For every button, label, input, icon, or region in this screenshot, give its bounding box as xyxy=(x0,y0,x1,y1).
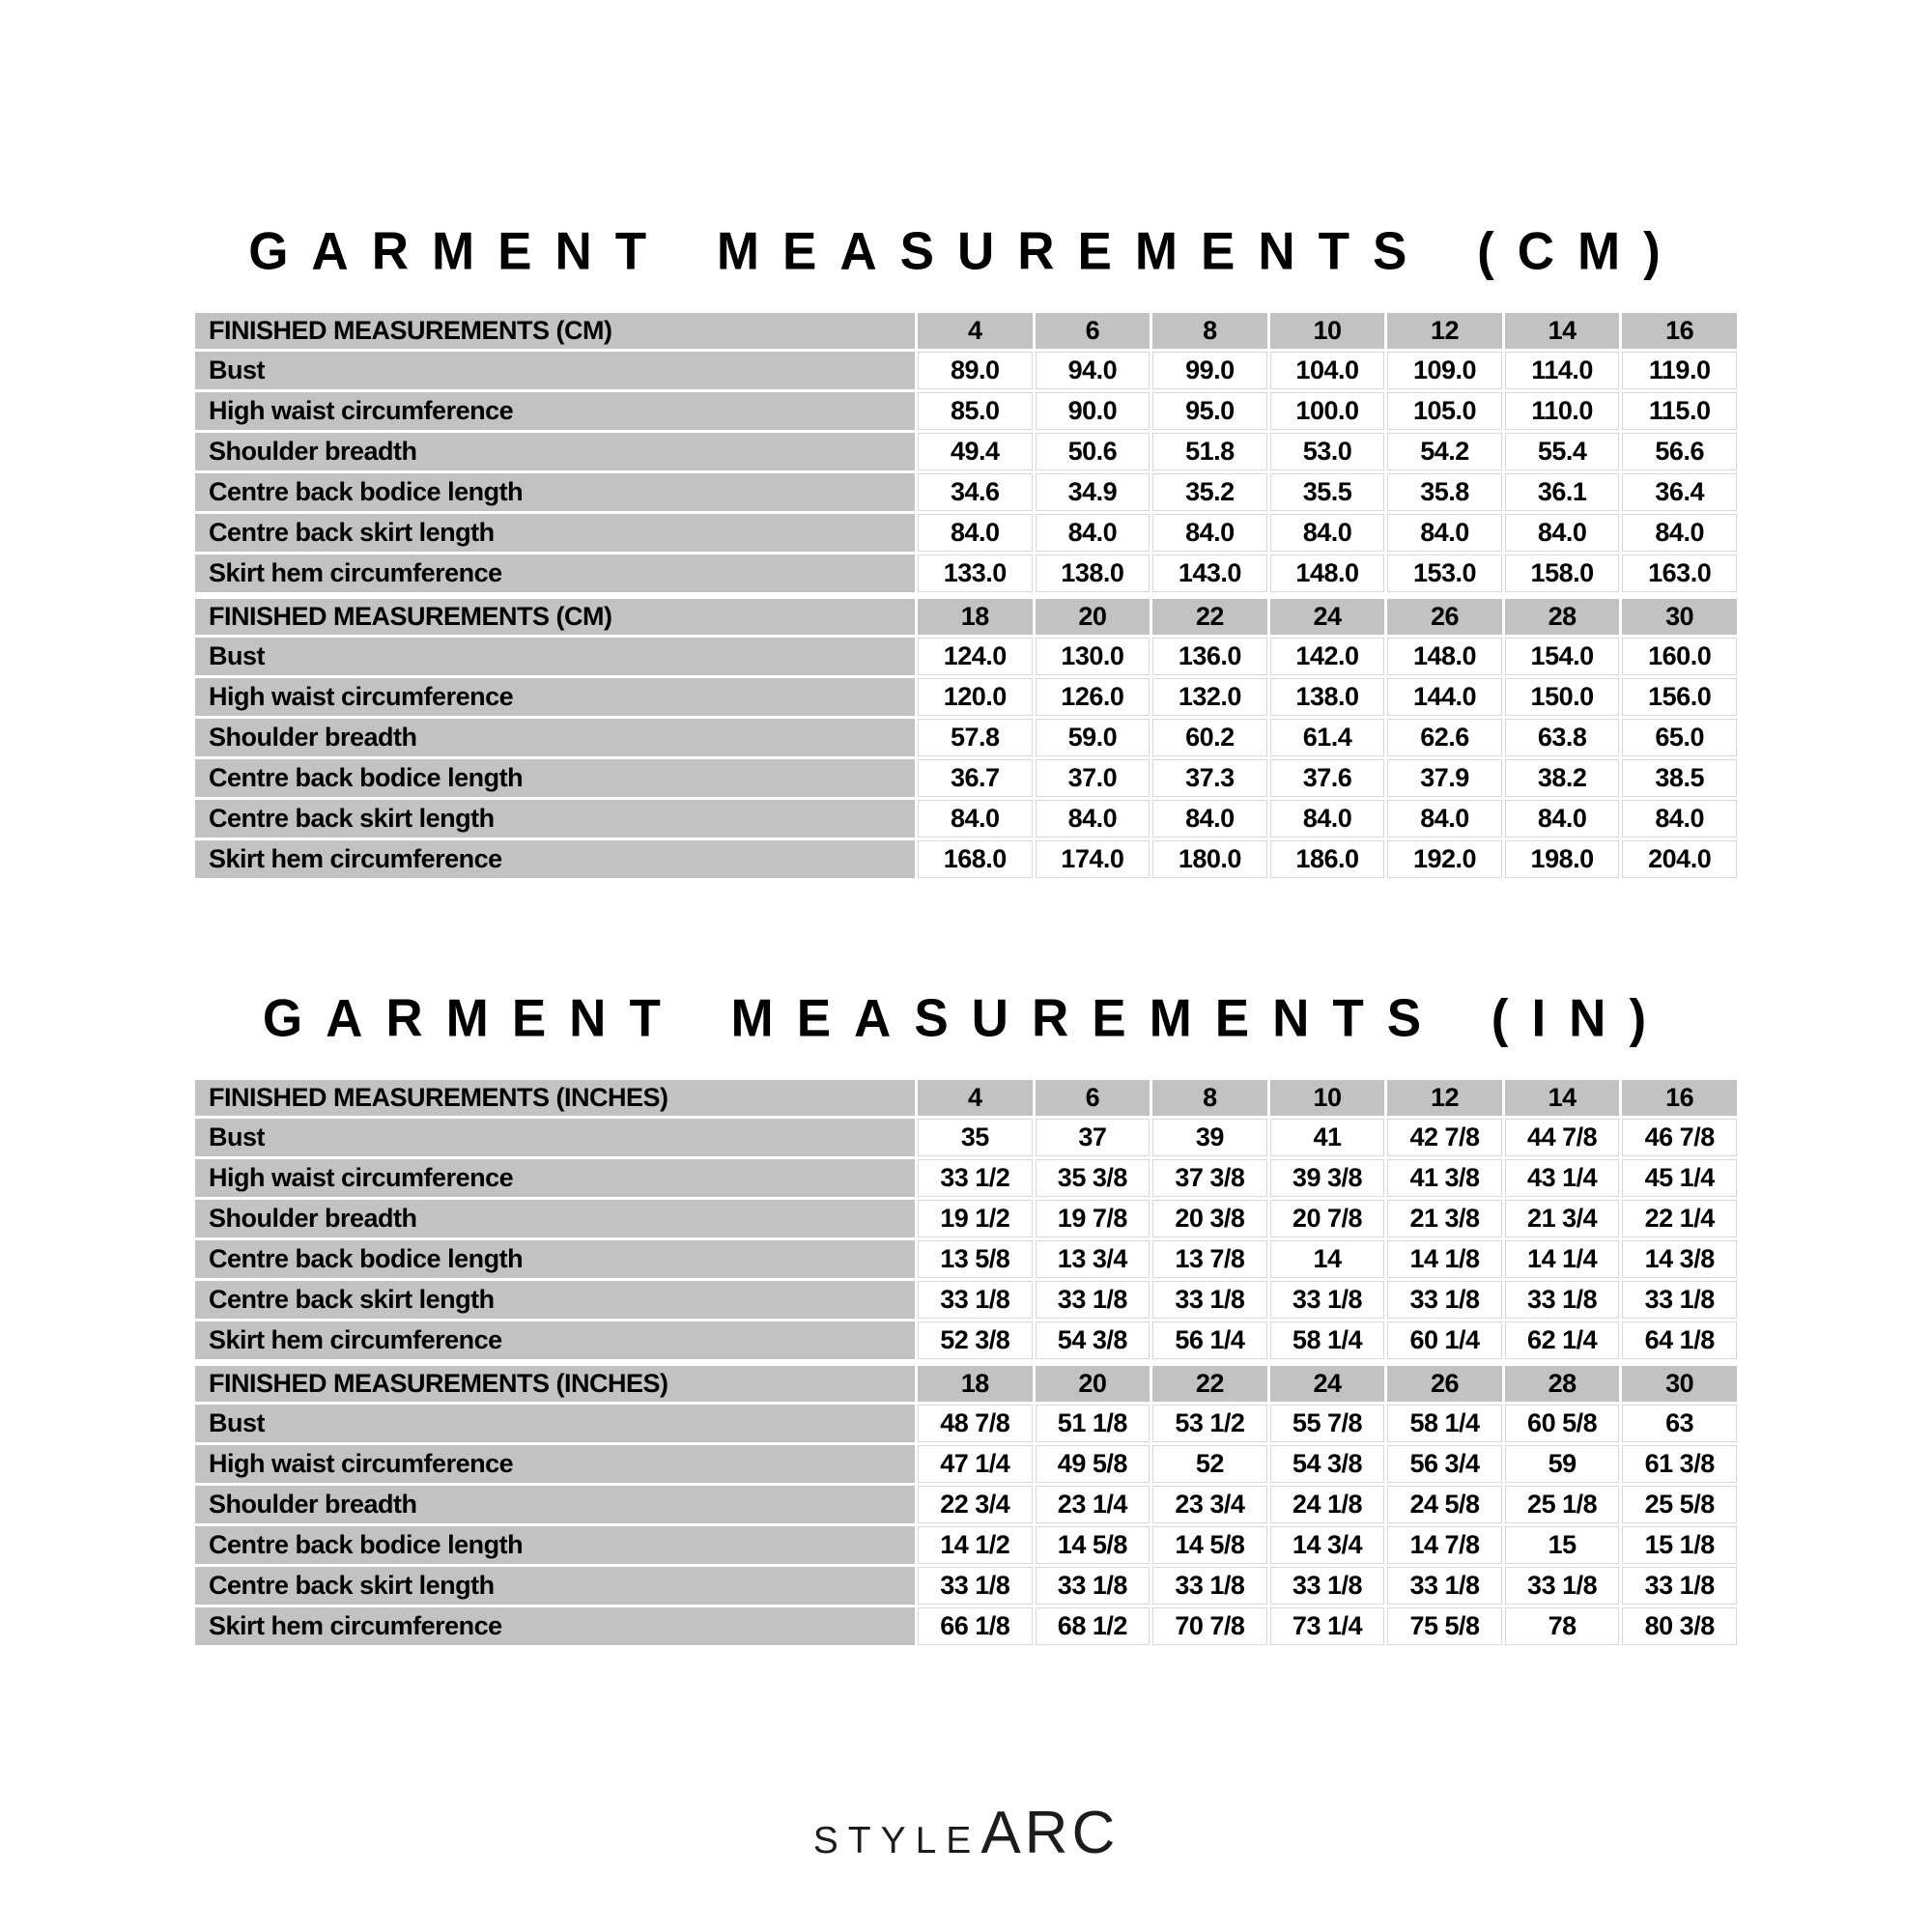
size-column-header: 24 xyxy=(1270,599,1385,635)
measurement-value-cell: 84.0 xyxy=(1387,800,1502,838)
measurement-value-cell: 84.0 xyxy=(1270,800,1385,838)
measurement-value-cell: 99.0 xyxy=(1152,352,1267,389)
measurement-table xyxy=(192,1363,1740,1648)
measurement-value-cell: 39 3/8 xyxy=(1270,1159,1385,1197)
table-row xyxy=(195,514,1737,552)
measurement-label: Skirt hem circumference xyxy=(195,1607,915,1645)
measurement-value-cell: 46 7/8 xyxy=(1622,1119,1737,1156)
measurement-value-cell: 33 1/8 xyxy=(1270,1567,1385,1605)
measurement-value-cell: 14 3/8 xyxy=(1622,1240,1737,1278)
table-row xyxy=(195,433,1737,470)
cm-tables-container xyxy=(192,310,1740,881)
table-row xyxy=(195,1526,1737,1564)
size-column-header: 18 xyxy=(918,1366,1033,1402)
measurement-value-cell: 84.0 xyxy=(1505,800,1620,838)
measurement-value-cell: 78 xyxy=(1505,1607,1620,1645)
size-column-header: 30 xyxy=(1622,599,1737,635)
measurement-value-cell: 35 3/8 xyxy=(1036,1159,1151,1197)
measurement-label: Skirt hem circumference xyxy=(195,554,915,592)
size-column-header: 8 xyxy=(1152,1080,1267,1116)
measurement-value-cell: 22 1/4 xyxy=(1622,1200,1737,1237)
table-row xyxy=(195,1321,1737,1359)
measurement-label: Skirt hem circumference xyxy=(195,840,915,878)
measurement-value-cell: 37.3 xyxy=(1152,759,1267,797)
measurement-value-cell: 33 1/8 xyxy=(1505,1567,1620,1605)
measurement-value-cell: 136.0 xyxy=(1152,638,1267,675)
measurement-value-cell: 14 1/2 xyxy=(918,1526,1033,1564)
measurement-value-cell: 55.4 xyxy=(1505,433,1620,470)
measurement-value-cell: 204.0 xyxy=(1622,840,1737,878)
measurement-value-cell: 163.0 xyxy=(1622,554,1737,592)
measurement-value-cell: 33 1/8 xyxy=(1036,1281,1151,1319)
measurement-value-cell: 35.2 xyxy=(1152,473,1267,511)
measurement-value-cell: 61.4 xyxy=(1270,719,1385,756)
measurement-value-cell: 65.0 xyxy=(1622,719,1737,756)
table-row xyxy=(195,392,1737,430)
measurement-label: Shoulder breadth xyxy=(195,433,915,470)
measurement-value-cell: 100.0 xyxy=(1270,392,1385,430)
measurement-value-cell: 130.0 xyxy=(1036,638,1151,675)
measurement-value-cell: 63 xyxy=(1622,1405,1737,1442)
measurement-value-cell: 158.0 xyxy=(1505,554,1620,592)
measurement-value-cell: 55 7/8 xyxy=(1270,1405,1385,1442)
measurement-value-cell: 90.0 xyxy=(1036,392,1151,430)
measurement-value-cell: 84.0 xyxy=(1270,514,1385,552)
measurement-value-cell: 47 1/4 xyxy=(918,1445,1033,1483)
measurement-value-cell: 33 1/8 xyxy=(918,1281,1033,1319)
measurement-value-cell: 52 3/8 xyxy=(918,1321,1033,1359)
measurement-value-cell: 14 1/8 xyxy=(1387,1240,1502,1278)
measurement-value-cell: 14 3/4 xyxy=(1270,1526,1385,1564)
table-header-label: FINISHED MEASUREMENTS (CM) xyxy=(195,313,915,349)
measurement-label: Centre back skirt length xyxy=(195,800,915,838)
measurement-value-cell: 39 xyxy=(1152,1119,1267,1156)
measurement-value-cell: 143.0 xyxy=(1152,554,1267,592)
measurement-value-cell: 192.0 xyxy=(1387,840,1502,878)
measurement-value-cell: 49.4 xyxy=(918,433,1033,470)
size-column-header: 20 xyxy=(1036,599,1151,635)
measurement-value-cell: 48 7/8 xyxy=(918,1405,1033,1442)
measurement-value-cell: 13 3/4 xyxy=(1036,1240,1151,1278)
measurement-value-cell: 75 5/8 xyxy=(1387,1607,1502,1645)
measurement-value-cell: 38.5 xyxy=(1622,759,1737,797)
measurement-value-cell: 59.0 xyxy=(1036,719,1151,756)
measurement-value-cell: 142.0 xyxy=(1270,638,1385,675)
size-column-header: 4 xyxy=(918,313,1033,349)
measurement-value-cell: 62.6 xyxy=(1387,719,1502,756)
measurement-value-cell: 14 5/8 xyxy=(1152,1526,1267,1564)
table-header-row xyxy=(195,1366,1737,1402)
size-column-header: 6 xyxy=(1036,1080,1151,1116)
size-column-header: 10 xyxy=(1270,1080,1385,1116)
measurement-value-cell: 37.9 xyxy=(1387,759,1502,797)
measurement-value-cell: 36.4 xyxy=(1622,473,1737,511)
measurement-value-cell: 21 3/4 xyxy=(1505,1200,1620,1237)
measurement-value-cell: 54.2 xyxy=(1387,433,1502,470)
measurement-value-cell: 15 1/8 xyxy=(1622,1526,1737,1564)
measurement-value-cell: 66 1/8 xyxy=(918,1607,1033,1645)
table-row xyxy=(195,1567,1737,1605)
measurement-value-cell: 84.0 xyxy=(1505,514,1620,552)
measurement-label: Shoulder breadth xyxy=(195,719,915,756)
size-column-header: 4 xyxy=(918,1080,1033,1116)
measurement-label: Bust xyxy=(195,1119,915,1156)
measurement-value-cell: 36.7 xyxy=(918,759,1033,797)
measurement-value-cell: 14 xyxy=(1270,1240,1385,1278)
table-row xyxy=(195,719,1737,756)
measurement-value-cell: 63.8 xyxy=(1505,719,1620,756)
measurement-label: High waist circumference xyxy=(195,1159,915,1197)
measurement-value-cell: 14 7/8 xyxy=(1387,1526,1502,1564)
measurement-value-cell: 95.0 xyxy=(1152,392,1267,430)
brand-logo-text xyxy=(813,1799,1119,1867)
size-column-header: 26 xyxy=(1387,1366,1502,1402)
measurement-value-cell: 54 3/8 xyxy=(1036,1321,1151,1359)
table-row xyxy=(195,1240,1737,1278)
table-row xyxy=(195,554,1737,592)
measurement-value-cell: 53.0 xyxy=(1270,433,1385,470)
measurement-value-cell: 20 3/8 xyxy=(1152,1200,1267,1237)
size-column-header: 18 xyxy=(918,599,1033,635)
brand-logo-style-text: STYLE xyxy=(812,1820,981,1861)
measurement-value-cell: 138.0 xyxy=(1036,554,1151,592)
measurement-value-cell: 109.0 xyxy=(1387,352,1502,389)
measurement-value-cell: 33 1/8 xyxy=(1505,1281,1620,1319)
measurement-value-cell: 25 1/8 xyxy=(1505,1486,1620,1523)
measurement-value-cell: 73 1/4 xyxy=(1270,1607,1385,1645)
measurement-value-cell: 52 xyxy=(1152,1445,1267,1483)
measurement-label: Centre back skirt length xyxy=(195,514,915,552)
table-row xyxy=(195,840,1737,878)
measurement-label: High waist circumference xyxy=(195,392,915,430)
measurement-value-cell: 84.0 xyxy=(1152,800,1267,838)
measurement-value-cell: 24 5/8 xyxy=(1387,1486,1502,1523)
brand-logo-arc-text: ARC xyxy=(980,1800,1120,1866)
measurement-label: Bust xyxy=(195,638,915,675)
measurement-value-cell: 84.0 xyxy=(1622,514,1737,552)
measurement-value-cell: 33 1/8 xyxy=(1622,1567,1737,1605)
measurement-value-cell: 84.0 xyxy=(1152,514,1267,552)
measurement-value-cell: 35.8 xyxy=(1387,473,1502,511)
table-row xyxy=(195,678,1737,716)
measurement-value-cell: 198.0 xyxy=(1505,840,1620,878)
measurement-label: High waist circumference xyxy=(195,678,915,716)
size-column-header: 6 xyxy=(1036,313,1151,349)
in-tables-container xyxy=(192,1077,1740,1648)
measurement-table xyxy=(192,1077,1740,1362)
size-column-header: 20 xyxy=(1036,1366,1151,1402)
measurement-value-cell: 84.0 xyxy=(1036,800,1151,838)
table-row xyxy=(195,352,1737,389)
measurement-value-cell: 23 1/4 xyxy=(1036,1486,1151,1523)
measurement-value-cell: 37.6 xyxy=(1270,759,1385,797)
measurement-value-cell: 33 1/8 xyxy=(1387,1567,1502,1605)
measurement-value-cell: 15 xyxy=(1505,1526,1620,1564)
measurement-value-cell: 19 1/2 xyxy=(918,1200,1033,1237)
measurement-value-cell: 37.0 xyxy=(1036,759,1151,797)
measurement-label: Centre back bodice length xyxy=(195,473,915,511)
size-column-header: 24 xyxy=(1270,1366,1385,1402)
measurement-value-cell: 34.6 xyxy=(918,473,1033,511)
measurement-value-cell: 144.0 xyxy=(1387,678,1502,716)
table-row xyxy=(195,1200,1737,1237)
measurement-label: High waist circumference xyxy=(195,1445,915,1483)
measurement-value-cell: 24 1/8 xyxy=(1270,1486,1385,1523)
measurement-value-cell: 19 7/8 xyxy=(1036,1200,1151,1237)
measurement-label: Skirt hem circumference xyxy=(195,1321,915,1359)
measurement-value-cell: 89.0 xyxy=(918,352,1033,389)
table-row xyxy=(195,1119,1737,1156)
table-header-label: FINISHED MEASUREMENTS (INCHES) xyxy=(195,1080,915,1116)
measurement-value-cell: 60 1/4 xyxy=(1387,1321,1502,1359)
size-column-header: 12 xyxy=(1387,1080,1502,1116)
measurement-value-cell: 59 xyxy=(1505,1445,1620,1483)
table-row xyxy=(195,638,1737,675)
measurement-value-cell: 14 1/4 xyxy=(1505,1240,1620,1278)
measurement-value-cell: 38.2 xyxy=(1505,759,1620,797)
measurement-label: Centre back skirt length xyxy=(195,1281,915,1319)
measurement-value-cell: 14 5/8 xyxy=(1036,1526,1151,1564)
measurement-value-cell: 84.0 xyxy=(1036,514,1151,552)
measurement-value-cell: 51 1/8 xyxy=(1036,1405,1151,1442)
measurement-value-cell: 133.0 xyxy=(918,554,1033,592)
measurement-value-cell: 33 1/8 xyxy=(1387,1281,1502,1319)
size-column-header: 28 xyxy=(1505,599,1620,635)
measurement-value-cell: 105.0 xyxy=(1387,392,1502,430)
measurement-value-cell: 64 1/8 xyxy=(1622,1321,1737,1359)
table-header-row xyxy=(195,1080,1737,1116)
measurement-value-cell: 36.1 xyxy=(1505,473,1620,511)
measurement-value-cell: 70 7/8 xyxy=(1152,1607,1267,1645)
measurement-value-cell: 124.0 xyxy=(918,638,1033,675)
size-column-header: 16 xyxy=(1622,313,1737,349)
measurement-value-cell: 53 1/2 xyxy=(1152,1405,1267,1442)
measurement-value-cell: 33 1/8 xyxy=(1036,1567,1151,1605)
measurement-value-cell: 33 1/8 xyxy=(1622,1281,1737,1319)
table-header-label: FINISHED MEASUREMENTS (CM) xyxy=(195,599,915,635)
measurement-value-cell: 156.0 xyxy=(1622,678,1737,716)
table-row xyxy=(195,1159,1737,1197)
measurement-value-cell: 138.0 xyxy=(1270,678,1385,716)
measurement-value-cell: 168.0 xyxy=(918,840,1033,878)
measurement-value-cell: 115.0 xyxy=(1622,392,1737,430)
measurement-value-cell: 20 7/8 xyxy=(1270,1200,1385,1237)
measurement-value-cell: 119.0 xyxy=(1622,352,1737,389)
section-title-in: GARMENT MEASUREMENTS (IN) xyxy=(262,988,1670,1049)
table-row xyxy=(195,800,1737,838)
measurement-value-cell: 45 1/4 xyxy=(1622,1159,1737,1197)
measurement-label: Centre back skirt length xyxy=(195,1567,915,1605)
measurement-value-cell: 114.0 xyxy=(1505,352,1620,389)
table-row xyxy=(195,1445,1737,1483)
measurement-value-cell: 62 1/4 xyxy=(1505,1321,1620,1359)
measurement-value-cell: 22 3/4 xyxy=(918,1486,1033,1523)
measurement-value-cell: 25 5/8 xyxy=(1622,1486,1737,1523)
measurement-value-cell: 132.0 xyxy=(1152,678,1267,716)
measurement-value-cell: 50.6 xyxy=(1036,433,1151,470)
measurement-value-cell: 35 xyxy=(918,1119,1033,1156)
measurement-value-cell: 126.0 xyxy=(1036,678,1151,716)
measurement-value-cell: 84.0 xyxy=(1622,800,1737,838)
measurement-value-cell: 41 xyxy=(1270,1119,1385,1156)
measurement-label: Shoulder breadth xyxy=(195,1486,915,1523)
measurement-label: Bust xyxy=(195,352,915,389)
size-column-header: 22 xyxy=(1152,599,1267,635)
measurement-value-cell: 42 7/8 xyxy=(1387,1119,1502,1156)
measurement-value-cell: 33 1/8 xyxy=(1270,1281,1385,1319)
measurement-value-cell: 110.0 xyxy=(1505,392,1620,430)
measurement-value-cell: 37 xyxy=(1036,1119,1151,1156)
measurement-value-cell: 148.0 xyxy=(1270,554,1385,592)
brand-logo xyxy=(0,1799,1932,1867)
measurement-value-cell: 43 1/4 xyxy=(1505,1159,1620,1197)
size-column-header: 26 xyxy=(1387,599,1502,635)
measurement-value-cell: 51.8 xyxy=(1152,433,1267,470)
measurement-value-cell: 84.0 xyxy=(918,514,1033,552)
measurement-value-cell: 56 1/4 xyxy=(1152,1321,1267,1359)
measurement-label: Centre back bodice length xyxy=(195,1526,915,1564)
measurement-value-cell: 174.0 xyxy=(1036,840,1151,878)
measurement-value-cell: 37 3/8 xyxy=(1152,1159,1267,1197)
measurement-value-cell: 153.0 xyxy=(1387,554,1502,592)
size-column-header: 14 xyxy=(1505,313,1620,349)
measurement-value-cell: 150.0 xyxy=(1505,678,1620,716)
measurement-value-cell: 41 3/8 xyxy=(1387,1159,1502,1197)
measurement-value-cell: 57.8 xyxy=(918,719,1033,756)
measurement-value-cell: 56.6 xyxy=(1622,433,1737,470)
table-row xyxy=(195,759,1737,797)
measurement-label: Shoulder breadth xyxy=(195,1200,915,1237)
measurement-value-cell: 61 3/8 xyxy=(1622,1445,1737,1483)
measurement-value-cell: 56 3/4 xyxy=(1387,1445,1502,1483)
measurement-value-cell: 104.0 xyxy=(1270,352,1385,389)
size-column-header: 30 xyxy=(1622,1366,1737,1402)
table-row xyxy=(195,1405,1737,1442)
table-header-label: FINISHED MEASUREMENTS (INCHES) xyxy=(195,1366,915,1402)
measurement-label: Bust xyxy=(195,1405,915,1442)
measurement-value-cell: 33 1/8 xyxy=(918,1567,1033,1605)
measurement-table xyxy=(192,310,1740,595)
table-row xyxy=(195,1607,1737,1645)
measurement-value-cell: 180.0 xyxy=(1152,840,1267,878)
measurement-value-cell: 49 5/8 xyxy=(1036,1445,1151,1483)
section-title-cm: GARMENT MEASUREMENTS (CM) xyxy=(248,221,1684,282)
size-column-header: 12 xyxy=(1387,313,1502,349)
measurement-value-cell: 13 5/8 xyxy=(918,1240,1033,1278)
measurement-value-cell: 21 3/8 xyxy=(1387,1200,1502,1237)
measurement-label: Centre back bodice length xyxy=(195,759,915,797)
measurement-value-cell: 33 1/8 xyxy=(1152,1567,1267,1605)
measurement-value-cell: 35.5 xyxy=(1270,473,1385,511)
measurement-value-cell: 68 1/2 xyxy=(1036,1607,1151,1645)
table-header-row xyxy=(195,313,1737,349)
measurement-value-cell: 160.0 xyxy=(1622,638,1737,675)
measurement-value-cell: 58 1/4 xyxy=(1387,1405,1502,1442)
measurement-value-cell: 60 5/8 xyxy=(1505,1405,1620,1442)
size-column-header: 10 xyxy=(1270,313,1385,349)
measurement-value-cell: 84.0 xyxy=(1387,514,1502,552)
measurement-table xyxy=(192,596,1740,881)
size-column-header: 28 xyxy=(1505,1366,1620,1402)
measurement-label: Centre back bodice length xyxy=(195,1240,915,1278)
size-column-header: 8 xyxy=(1152,313,1267,349)
table-row xyxy=(195,1486,1737,1523)
measurement-value-cell: 23 3/4 xyxy=(1152,1486,1267,1523)
measurement-value-cell: 186.0 xyxy=(1270,840,1385,878)
measurement-value-cell: 85.0 xyxy=(918,392,1033,430)
measurement-value-cell: 58 1/4 xyxy=(1270,1321,1385,1359)
measurement-value-cell: 33 1/8 xyxy=(1152,1281,1267,1319)
measurement-value-cell: 34.9 xyxy=(1036,473,1151,511)
table-header-row xyxy=(195,599,1737,635)
measurement-value-cell: 13 7/8 xyxy=(1152,1240,1267,1278)
measurement-value-cell: 154.0 xyxy=(1505,638,1620,675)
measurement-value-cell: 94.0 xyxy=(1036,352,1151,389)
size-column-header: 14 xyxy=(1505,1080,1620,1116)
measurement-value-cell: 44 7/8 xyxy=(1505,1119,1620,1156)
size-column-header: 22 xyxy=(1152,1366,1267,1402)
table-row xyxy=(195,473,1737,511)
measurement-value-cell: 80 3/8 xyxy=(1622,1607,1737,1645)
measurement-value-cell: 54 3/8 xyxy=(1270,1445,1385,1483)
measurement-value-cell: 60.2 xyxy=(1152,719,1267,756)
measurement-value-cell: 33 1/2 xyxy=(918,1159,1033,1197)
size-column-header: 16 xyxy=(1622,1080,1737,1116)
section-cm xyxy=(0,222,1932,881)
measurement-value-cell: 84.0 xyxy=(918,800,1033,838)
measurement-value-cell: 148.0 xyxy=(1387,638,1502,675)
measurement-value-cell: 120.0 xyxy=(918,678,1033,716)
section-in xyxy=(0,989,1932,1648)
table-row xyxy=(195,1281,1737,1319)
